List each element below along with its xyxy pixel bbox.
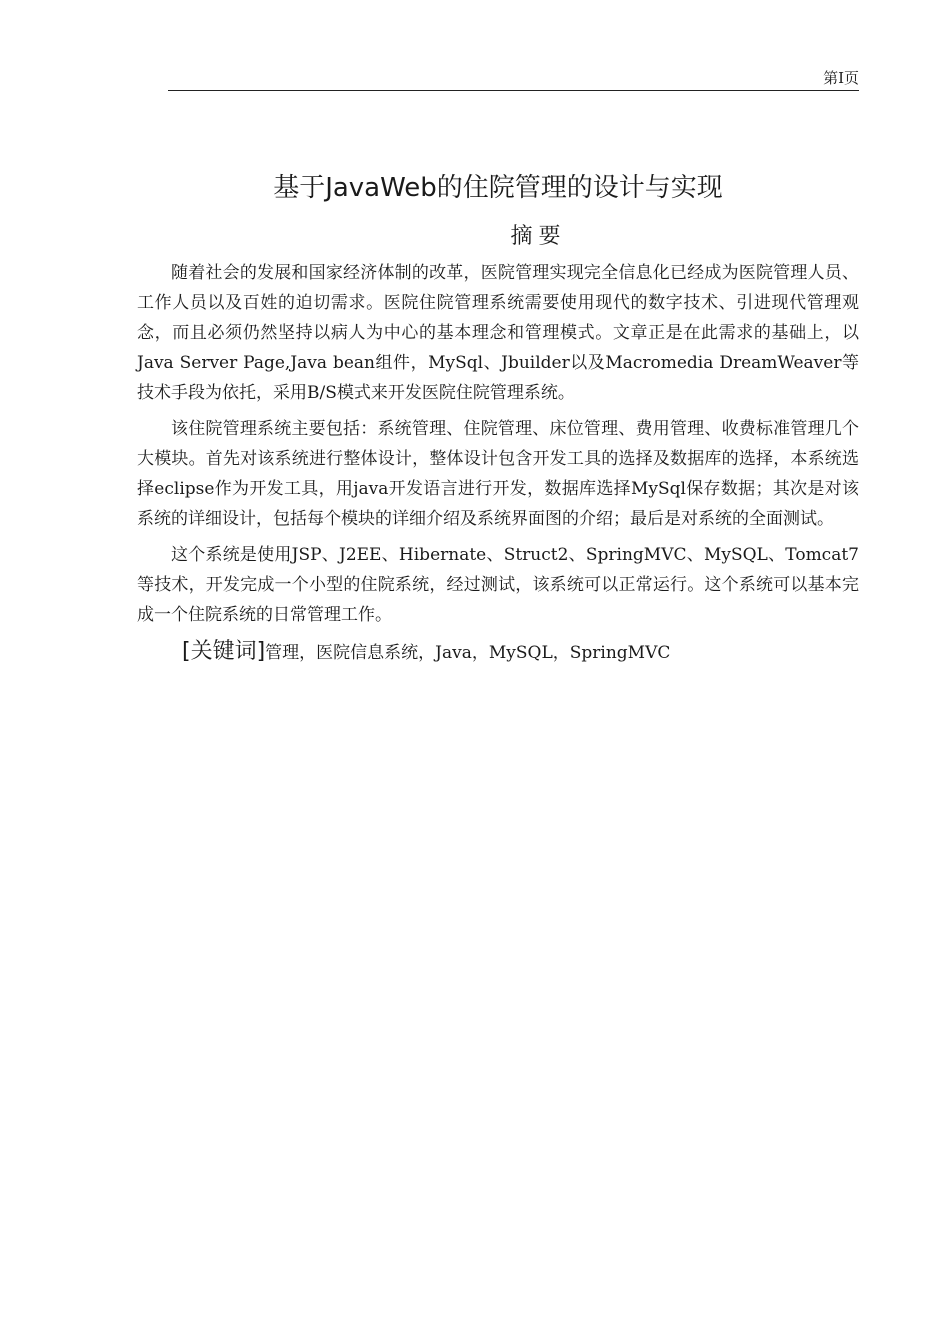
abstract-paragraph-1: 随着社会的发展和国家经济体制的改革，医院管理实现完全信息化已经成为医院管理人员、工作人员以及百姓的迫切需求。医院住院管理系统需要使用现代的数字技术、引进现代管理观念，而且必须仍然坚持以病人为中心的基本理念和管理模式。文章正是在此需求的基础上，以Java Server Page,Java bean组件，MySql、Jbuilder以及Macromedia DreamWeaver等技术手段为依托，采用B/S模式来开发医院住院管理系统。 <box>137 263 859 403</box>
abstract-paragraph-3: 这个系统是使用JSP、J2EE、Hibernate、Struct2、SpringMVC、MySQL、Tomcat7等技术，开发完成一个小型的住院系统，经过测试，该系统可以正常运行。这个系统可以基本完成一个住院系统的日常管理工作。 <box>137 545 859 625</box>
abstract-heading-text: 摘要 <box>510 224 567 249</box>
keywords-line <box>137 636 859 669</box>
page-number: 第I页 <box>823 69 859 87</box>
title-text: 基于JavaWeb的住院管理的设计与实现 <box>273 173 723 203</box>
abstract-heading <box>137 220 940 254</box>
abstract-body <box>137 258 859 669</box>
keywords-label: [关键词] <box>182 639 266 664</box>
document-title <box>137 168 859 208</box>
keywords-value: 管理，医院信息系统，Java，MySQL，SpringMVC <box>265 643 671 663</box>
abstract-paragraph-2: 该住院管理系统主要包括：系统管理、住院管理、床位管理、费用管理、收费标准管理几个大模块。首先对该系统进行整体设计，整体设计包含开发工具的选择及数据库的选择，本系统选择eclipse作为开发工具，用java开发语言进行开发，数据库选择MySql保存数据；其次是对该系统的详细设计，包括每个模块的详细介绍及系统界面图的介绍；最后是对系统的全面测试。 <box>137 419 859 529</box>
page-header <box>168 66 859 91</box>
